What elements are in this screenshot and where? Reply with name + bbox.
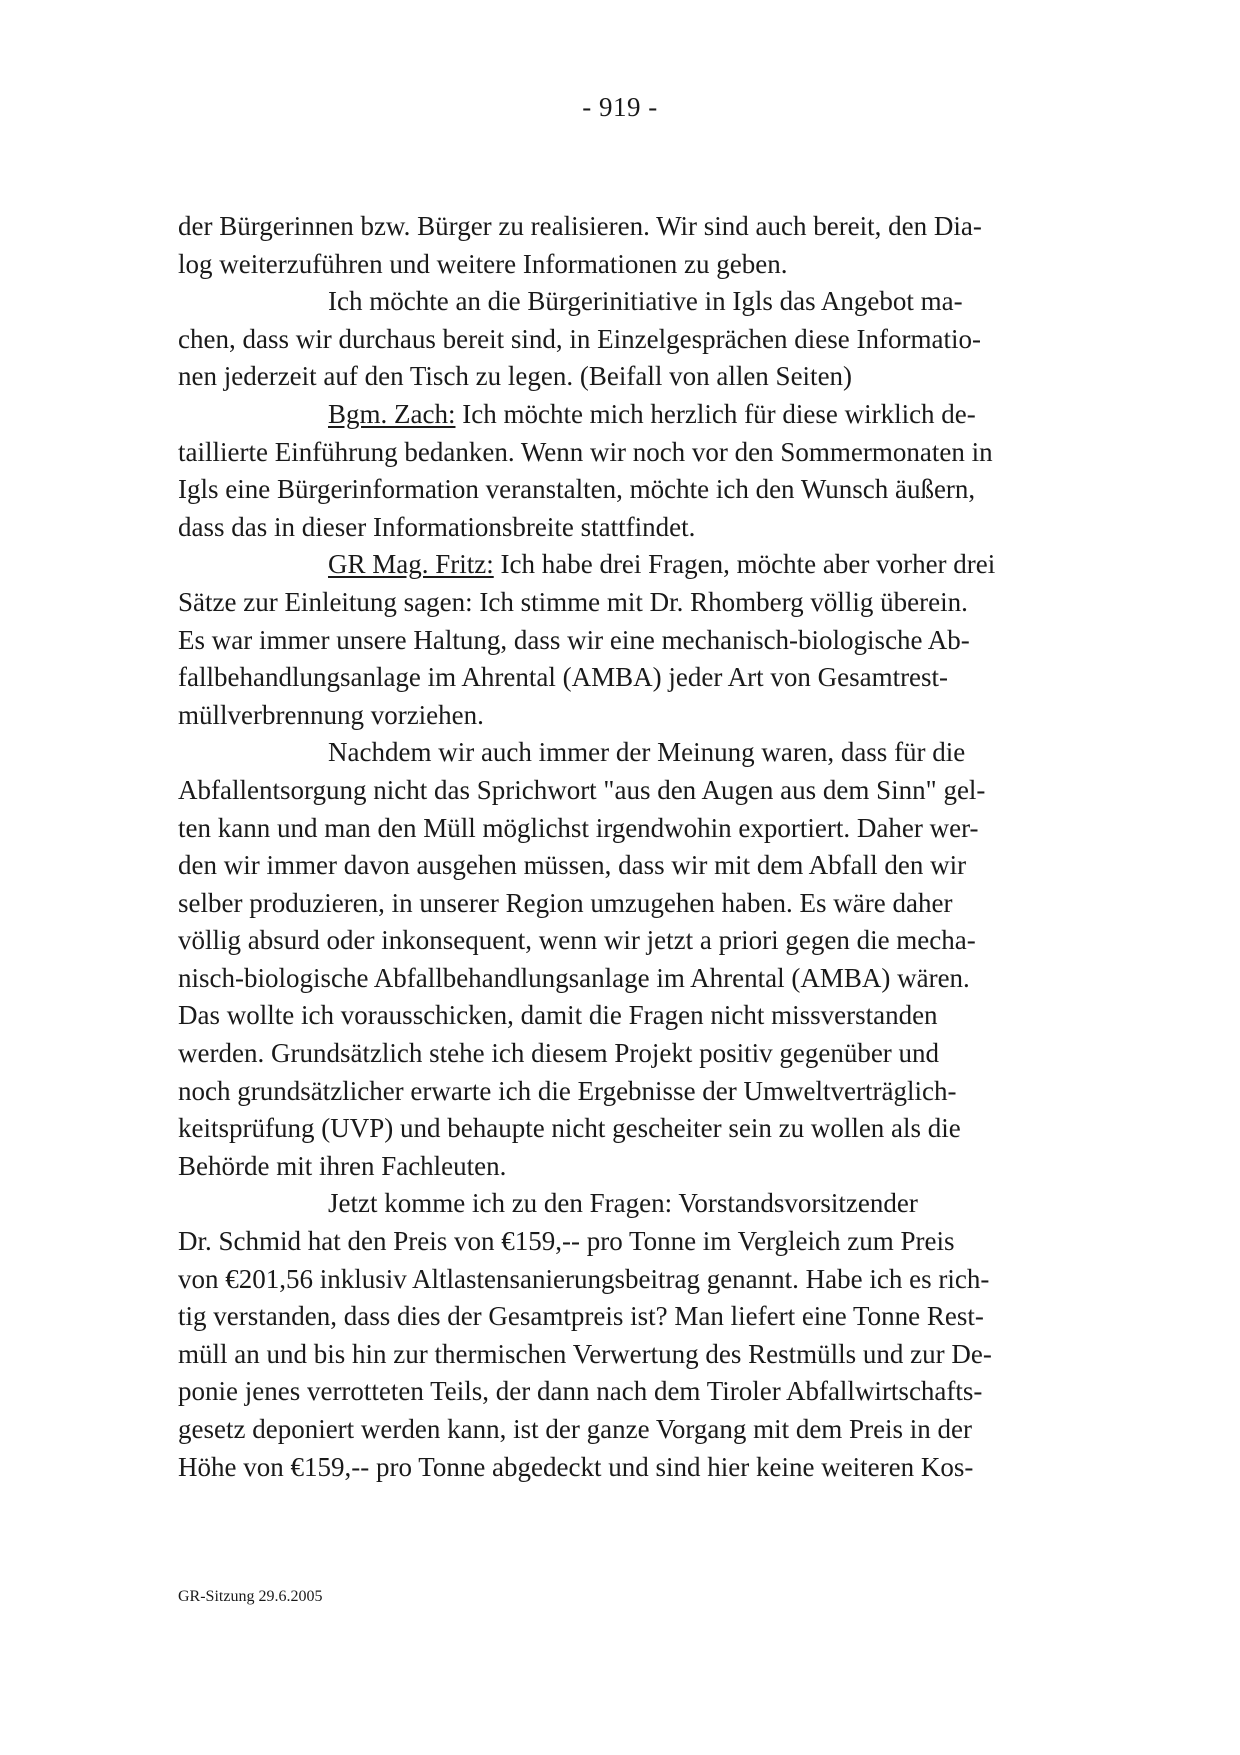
text-line: Ich möchte an die Bürgerinitiative in Igls das Angebot ma-	[328, 286, 963, 317]
text-line: Behörde mit ihren Fachleuten.	[178, 1150, 507, 1181]
text-line: Igls eine Bürgerinformation veranstalten, möchte ich den Wunsch äußern,	[178, 474, 976, 505]
text-line: müll an und bis hin zur thermischen Verwertung des Restmülls und zur De-	[178, 1338, 992, 1369]
text-line: den wir immer davon ausgehen müssen, dass wir mit dem Abfall den wir	[178, 850, 967, 881]
text-line: keitsprüfung (UVP) und behaupte nicht gescheiter sein zu wollen als die	[178, 1113, 961, 1144]
speaker-label-fritz: GR Mag. Fritz:	[328, 549, 494, 580]
text-line: nen jederzeit auf den Tisch zu legen. (Beifall von allen Seiten)	[178, 361, 853, 392]
text-line: Jetzt komme ich zu den Fragen: Vorstandsvorsitzender	[328, 1188, 918, 1219]
text-line: Ich habe drei Fragen, möchte aber vorher drei	[500, 549, 996, 580]
text-line: von €201,56 inklusiv Altlastensanierungsbeitrag genannt. Habe ich es rich-	[178, 1263, 990, 1294]
page-number: - 919 -	[582, 92, 658, 122]
text-line: Dr. Schmid hat den Preis von €159,-- pro Tonne im Vergleich zum Preis	[178, 1226, 955, 1257]
text-line: dass das in dieser Informationsbreite stattfindet.	[178, 511, 696, 542]
text-line: werden. Grundsätzlich stehe ich diesem Projekt positiv gegenüber und	[178, 1038, 940, 1069]
text-line: Nachdem wir auch immer der Meinung waren, dass für die	[328, 737, 966, 768]
text-line: müllverbrennung vorziehen.	[178, 699, 484, 730]
text-line: Ich möchte mich herzlich für diese wirklich de-	[462, 398, 976, 429]
document-body	[178, 208, 1068, 1486]
speaker-label-zach: Bgm. Zach:	[328, 398, 456, 429]
text-line: Abfallentsorgung nicht das Sprichwort "aus den Augen aus dem Sinn" gel-	[178, 774, 986, 805]
text-line: noch grundsätzlicher erwarte ich die Ergebnisse der Umweltverträglich-	[178, 1075, 957, 1106]
speaker-line-zach	[178, 396, 1068, 434]
text-line: ten kann und man den Müll möglichst irgendwohin exportiert. Daher wer-	[178, 812, 979, 843]
text-line: taillierte Einführung bedanken. Wenn wir noch vor den Sommermonaten in	[178, 436, 993, 467]
text-line: ponie jenes verrotteten Teils, der dann nach dem Tiroler Abfallwirtschafts-	[178, 1376, 983, 1407]
text-line: völlig absurd oder inkonsequent, wenn wir jetzt a priori gegen die mecha-	[178, 925, 976, 956]
text-line: Höhe von €159,-- pro Tonne abgedeckt und sind hier keine weiteren Kos-	[178, 1451, 974, 1482]
text-line: der Bürgerinnen bzw. Bürger zu realisieren. Wir sind auch bereit, den Dia-	[178, 211, 982, 241]
text-line: tig verstanden, dass dies der Gesamtpreis ist? Man liefert eine Tonne Rest-	[178, 1301, 984, 1332]
text-line: fallbehandlungsanlage im Ahrental (AMBA) jeder Art von Gesamtrest-	[178, 662, 949, 693]
text-line: selber produzieren, in unserer Region umzugehen haben. Es wäre daher	[178, 887, 953, 918]
text-line: log weiterzuführen und weitere Informationen zu geben.	[178, 248, 788, 279]
text-line: chen, dass wir durchaus bereit sind, in Einzelgesprächen diese Informatio-	[178, 323, 981, 354]
text-line: nisch-biologische Abfallbehandlungsanlage im Ahrental (AMBA) wären.	[178, 962, 970, 993]
footer-session-date: GR-Sitzung 29.6.2005	[178, 1588, 323, 1605]
text-line: Es war immer unsere Haltung, dass wir eine mechanisch-biologische Ab-	[178, 624, 970, 655]
text-line: Sätze zur Einleitung sagen: Ich stimme mit Dr. Rhomberg völlig überein.	[178, 586, 968, 617]
speaker-line-fritz	[178, 546, 1068, 584]
text-line: Das wollte ich vorausschicken, damit die Fragen nicht missverstanden	[178, 1000, 938, 1031]
text-line: gesetz deponiert werden kann, ist der ganze Vorgang mit dem Preis in der	[178, 1414, 973, 1444]
